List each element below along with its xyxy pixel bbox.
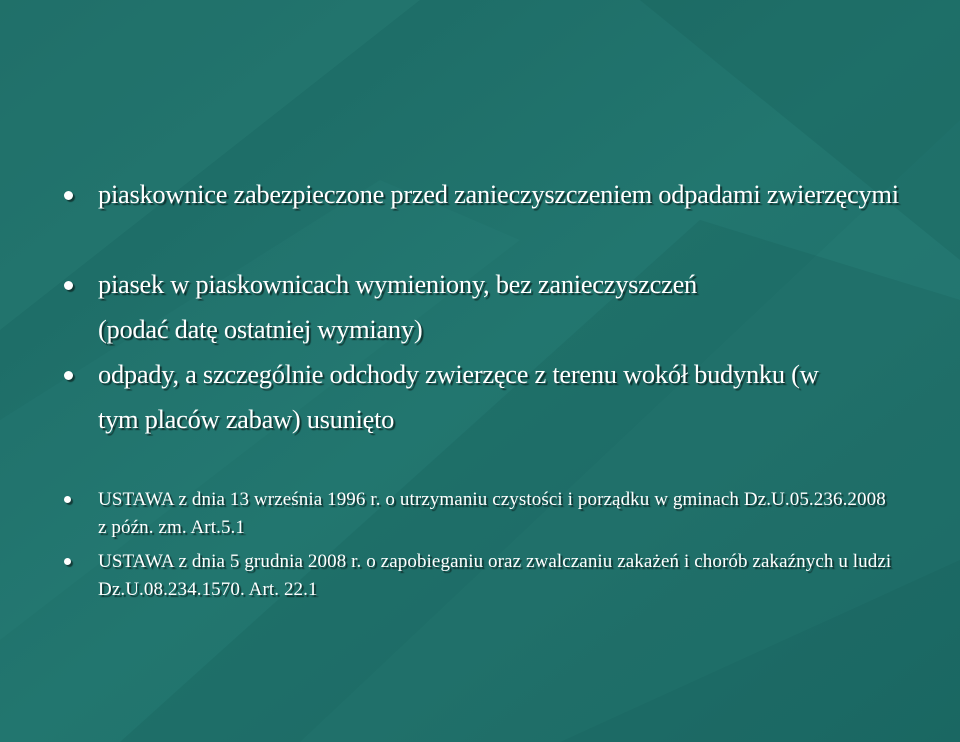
bullet-text: piaskownice zabezpieczone przed zanieczyszczeniem odpadami zwierzęcymi bbox=[98, 179, 899, 209]
bullet-icon bbox=[64, 496, 71, 503]
bullet-text: piasek w piaskownicach wymieniony, bez zanieczyszczeń (podać datę ostatniej wymiany) bbox=[98, 269, 697, 344]
bullet-icon bbox=[64, 281, 73, 290]
bullet-text: odpady, a szczególnie odchody zwierzęce z terenu wokół budynku (w tym placów zabaw) usunięto bbox=[98, 359, 819, 434]
bullet-item-law-2008 bbox=[64, 548, 914, 604]
bullet-item-sand-replaced bbox=[64, 262, 914, 352]
bullet-item-law-1996 bbox=[64, 486, 914, 542]
bullet-icon bbox=[64, 558, 71, 565]
bullet-item-sandbox-protection bbox=[64, 172, 914, 217]
bullet-item-waste-removed bbox=[64, 352, 914, 442]
bullet-text: USTAWA z dnia 5 grudnia 2008 r. o zapobieganiu oraz zwalczaniu zakażeń i chorób zakaźnych u ludzi Dz.U.08.234.1570. Art. 22.1 bbox=[98, 551, 892, 600]
bullet-icon bbox=[64, 371, 73, 380]
bullet-text: USTAWA z dnia 13 września 1996 r. o utrzymaniu czystości i porządku w gminach Dz.U.05.236.2008 z późn. zm. Art.5.1 bbox=[98, 489, 886, 538]
bullet-icon bbox=[64, 191, 73, 200]
